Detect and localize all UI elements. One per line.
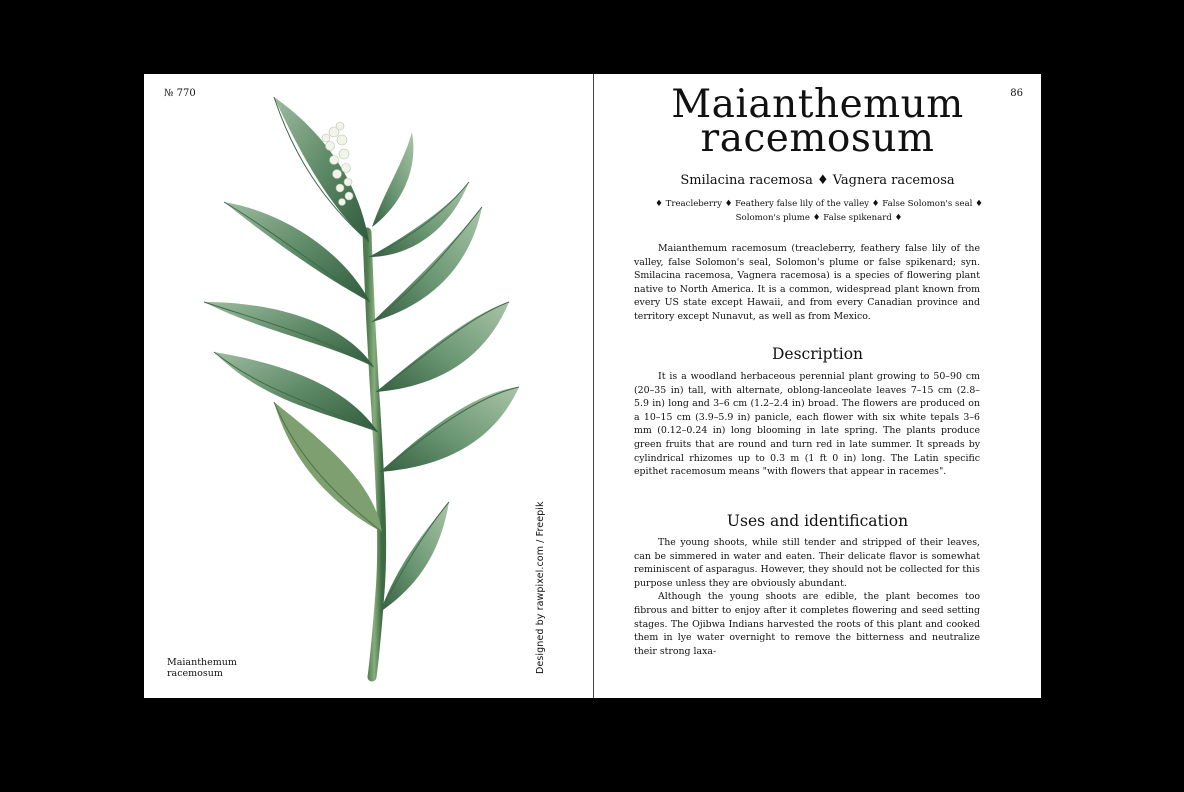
uses-heading: Uses and identification [726, 512, 909, 530]
left-page [144, 74, 593, 698]
description-section [634, 370, 980, 479]
plate-caption [167, 658, 237, 679]
title-line-2: racemosum [700, 116, 935, 161]
uses-section [634, 536, 980, 658]
botanical-illustration [184, 92, 534, 682]
species-title [594, 82, 1041, 161]
synonyms: Smilacina racemosa ♦ Vagnera racemosa [680, 173, 955, 188]
book-spread [144, 74, 1041, 698]
uses-paragraph-2: Although the young shoots are edible, the plant becomes too fibrous and bitter to enjoy after it completes flowering and seed setting stages. The Ojibwa Indians harvested the roots of this plant and cooked them in lye water overnight to remove the bitterness and neutralize their strong laxa- [634, 591, 980, 657]
intro-text: Maianthemum racemosum (treacleberry, feathery false lily of the valley, false Solomon's seal, Solomon's plume or false spikenard; syn. Smilacina racemosa, Vagnera racemosa) is a species of flowering plant native to North America. It is a common, widespread plant known from every US state except Hawaii, and from every Canadian province and territory except Nunavut, as well as from Mexico. [634, 243, 980, 322]
caption-line-2: racemosum [167, 667, 223, 679]
page-number-left: № 770 [164, 88, 196, 99]
uses-paragraph-1: The young shoots, while still tender and stripped of their leaves, can be simmered in water and eaten. Their delicate flavor is somewhat reminiscent of asparagus. However, they should not be collected for this purpose unless they are obviously abundant. [634, 537, 980, 589]
common-names: ♦ Treacleberry ♦ Feathery false lily of the valley ♦ False Solomon's seal ♦ Solomon's plume ♦ False spikenard ♦ [655, 199, 983, 223]
intro-paragraph [634, 242, 980, 324]
description-heading: Description [771, 345, 864, 363]
title-line-1: Maianthemum [671, 82, 964, 127]
image-credit: Designed by rawpixel.com / Freepik [535, 501, 546, 674]
caption-line-1: Maianthemum [167, 657, 237, 668]
description-text: It is a woodland herbaceous perennial plant growing to 50–90 cm (20–35 in) tall, with alternate, oblong-lanceolate leaves 7–15 cm (2.8–5.9 in) long and 3–6 cm (1.2–2.4 in) broad. The flowers are produced on a 10–15 cm (3.9–5.9 in) panicle, each flower with six white tepals 3–6 mm (0.12–0.24 in) long blooming in late spring. The plants produce green fruits that are round and turn red in late summer. It spreads by cylindrical rhizomes up to 0.3 m (1 ft 0 in) long. The Latin specific epithet racemosum means "with flowers that appear in racemes". [634, 371, 980, 478]
page-number-right: 86 [1010, 88, 1023, 99]
right-page [594, 74, 1041, 698]
